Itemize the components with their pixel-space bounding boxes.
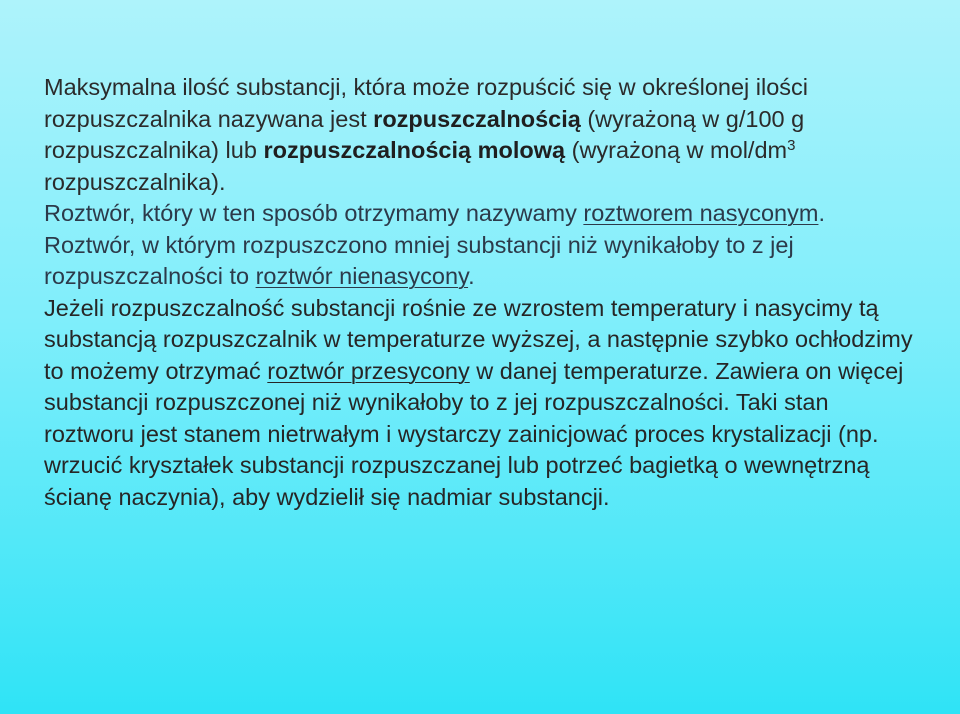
text-run: (wyrażoną w g/100 g rozpuszczalnika) lub (44, 105, 805, 163)
text-run: w danej temperaturze. Zawiera on więcej substancji rozpuszczonej niż wynikałoby to z jej rozpuszczalności. Taki stan roztworu jest stanem nietrwałym i wystarczy zainicjować proces krystalizacji (np. wrzucić kryształek substancji rozpuszczanej lub potrzeć bagietką o wewnętrzną ścianę naczynia), aby wydzielił się nadmiar substancji. (44, 357, 904, 510)
text-run: Jeżeli rozpuszczalność substancji rośnie ze wzrostem temperatury i nasycimy tą substancją rozpuszczalnik w temperaturze wyższej, a następnie szybko ochłodzimy to możemy otrzymać (44, 294, 913, 384)
text-run: rozpuszczalnika). (44, 168, 226, 195)
paragraph-supersaturated-solution (44, 293, 924, 514)
text-run: (wyrażoną w mol/dm (565, 137, 788, 163)
term-molar-solubility: rozpuszczalnością molową (263, 137, 566, 163)
term-supersaturated-solution: roztwór przesycony (267, 357, 470, 384)
text-run: . (818, 200, 825, 226)
term-saturated-solution: roztworem nasyconym (583, 200, 819, 226)
text-run: Maksymalna ilość substancji, która może rozpuścić się w określonej ilości rozpuszczalnika nazywana jest (44, 74, 809, 132)
paragraph-unsaturated-solution (44, 230, 924, 293)
text-run: Roztwór, w którym rozpuszczono mniej substancji niż wynikałoby to z jej rozpuszczalności to (44, 231, 794, 289)
paragraph-saturated-solution (44, 198, 924, 230)
superscript-exponent: 3 (787, 137, 796, 154)
text-run: Roztwór, który w ten sposób otrzymamy nazywamy (44, 200, 584, 226)
term-unsaturated-solution: roztwór nienasycony (255, 263, 469, 289)
slide-text-block (44, 72, 924, 513)
paragraph-solubility-definition (44, 72, 924, 198)
text-run: . (468, 263, 475, 289)
term-solubility: rozpuszczalnością (373, 105, 581, 132)
